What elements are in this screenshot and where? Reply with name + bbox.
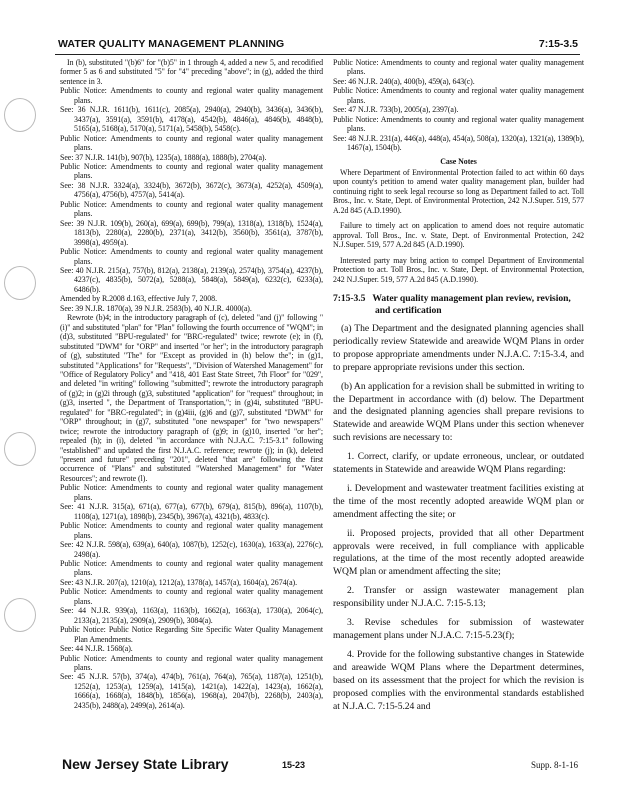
public-notice: Public Notice: Amendments to county and regional water quality management plans.	[60, 483, 323, 502]
case-notes-title: Case Notes	[440, 156, 477, 166]
case-notes	[333, 168, 584, 284]
public-notice: Public Notice: Amendments to county and regional water quality management plans.	[60, 199, 323, 219]
history-note: Amended by R.2008 d.163, effective July 7, 2008.	[60, 294, 217, 304]
section-title: Water quality management plan review, revision, and certification	[372, 292, 571, 316]
subsection-item: 4. Provide for the following substantive changes in Statewide and areawide WQM Plans where the Department determines, based on its assessment that the project for which the revision is proposed complies with the environmental standards established at N.J.A.C. 7:15-5.24 and	[333, 648, 584, 712]
public-notice: Public Notice: Amendments to county and regional water quality management plans.	[333, 58, 584, 77]
section-paragraph: (b) An application for a revision shall be submitted in writing to the Department in accordance with (d) below. The Department and the designated planning agencies shall prepare revisions to Statewide and areawide WQM Plans under this section whenever such revisions are necessary to:	[333, 380, 584, 444]
header-section-ref: 7:15-3.5	[538, 38, 578, 50]
citation-list: See: 44 N.J.R. 939(a), 1163(a), 1163(b), 1662(a), 1663(a), 1730(a), 2064(c), 2133(a), 2135(a), 2909(a), 2909(b), 3084(a).	[60, 606, 323, 625]
right-column	[333, 58, 584, 770]
case-note: Failure to timely act on application to amend does not require automatic approval. Toll Bros., Inc. v. State, Dept. of Environmental Protection, 242 N.J.Super. 519, 577 A.2d 845 (A.D.1990).	[333, 221, 584, 250]
supplement-date: Supp. 8-1-16	[531, 760, 578, 770]
public-notice: Public Notice: Amendments to county and regional water quality management plans.	[60, 161, 323, 181]
public-notice: Public Notice: Amendments to county and regional water quality management plans.	[333, 86, 584, 105]
page-number: 15-23	[282, 760, 306, 770]
section-body	[333, 323, 584, 713]
history-note: In (b), substituted "(b)6" for "(b)5" in 1 through 4, added a new 5, and recodified former 5 as 6 and substituted "5" for "4" preceding "above"; in (g), added the third sentence in 3.	[60, 58, 323, 86]
punch-hole-icon	[4, 432, 36, 466]
public-notice: Public Notice: Amendments to county and regional water quality management plans.	[333, 114, 584, 134]
citation-list: See: 48 N.J.R. 231(a), 446(a), 448(a), 454(a), 508(a), 1320(a), 1321(a), 1389(b), 1467(a), 1504(b).	[333, 133, 584, 153]
running-header	[58, 38, 578, 52]
history-note: Rewrote (b)4; in the introductory paragraph of (c), deleted "and (j)" following "(i)" and substituted "plan" for "Plan" following the fourth occurrence of "WQM"; in (d)3, substituted "BPU-regulated" for "BRC-regulated" twice; rewrote (e); in (f), substituted "DWM" for "ORP" and inserted "or her"; in the introductory paragraph of (g), substituted "The" for "Except as provided in (h) below the"; in (g)1, substituted "Applications" for "Requests", "Division of Watershed Management" for "Office of Regulatory Policy" and "418, 401 East State Street, 7th Floor" for "029", and deleted "in writing" following "submitted"; rewrote the introductory paragraph of (g)2; in (g)2i through (g)3, substituted "application" for "request" throughout; in (g)3, inserted ", the Department of Transportation,"; in (g)4i, substituted "BPU-regulated" for "BRC-regulated"; in (g)4iii, (g)6 and (g)7, substituted "DWM" for "ORP" throughout; in (g)7, substituted "one newspaper" for "two newspapers" twice; rewrote the introductory paragraph of (g)9; in (g)10, inserted "or her"; repealed (h); in (i), deleted "in accordance with N.J.A.C. 7:15-3.1" following "established" and updated the first N.J.A.C. reference; rewrote (j); in (k), deleted "present and future" preceding "201", deleted "that are" following the first occurrence of "Plans" and substituted "Watershed Management" for "Water Resources"; and rewrote (l).	[60, 313, 323, 483]
subsection-item: 2. Transfer or assign wastewater management plan responsibility under N.J.A.C. 7:15-5.13;	[333, 585, 584, 610]
public-notice: Public Notice: Amendments to county and regional water quality management plans.	[60, 247, 323, 266]
citation-list: See: 39 N.J.R. 1870(a), 39 N.J.R. 2583(b), 40 N.J.R. 4000(a).	[60, 303, 252, 313]
citation-list: See: 40 N.J.R. 215(a), 757(b), 812(a), 2138(a), 2139(a), 2574(b), 3754(a), 4237(b), 4237(c), 4835(b), 5072(a), 5288(a), 5848(a), 5849(a), 6232(c), 6233(a), 6486(b).	[60, 265, 323, 294]
public-notices	[333, 58, 584, 153]
citation-list: See: 45 N.J.R. 57(b), 374(a), 474(b), 761(a), 764(a), 765(a), 1187(a), 1251(b), 1252(a), 1253(a), 1259(a), 1415(a), 1421(a), 1422(a), 1423(a), 1662(a), 1666(a), 1668(a), 1848(b), 1856(a), 1968(a), 2047(b), 2268(b), 2403(a), 2435(b), 2488(a), 2499(a), 2614(a).	[60, 672, 323, 710]
citation-list: See: 47 N.J.R. 733(b), 2005(a), 2397(a).	[333, 105, 459, 115]
public-notice: Public Notice: Amendments to county and regional water quality management plans.	[60, 521, 323, 540]
public-notice: Public Notice: Amendments to county and regional water quality management plans.	[60, 133, 323, 153]
library-stamp: New Jersey State Library	[62, 756, 229, 772]
case-note: Where Department of Environmental Protection failed to act within 60 days upon county's petition to amend water quality management plan, builder had continuing right to seek legal recourse so long as Department failed to act. Toll Bros., Inc. v. State, Dept. of Environmental Protection, 242 N.J.Super. 519, 577 A.2d 845 (A.D.1990).	[333, 167, 584, 215]
subsection-item: ii. Proposed projects, provided that all other Department approvals were received, in full compliance with applicable regulations, at the time of the most recently adopted areawide WQM plan or amendment affecting the site;	[333, 527, 584, 578]
citation-list: See: 38 N.J.R. 3324(a), 3324(b), 3672(b), 3672(c), 3673(a), 4252(a), 4509(a), 4756(a), 4756(b), 4757(a), 5414(a).	[60, 180, 323, 200]
public-notice: Public Notice: Public Notice Regarding Site Specific Water Quality Management Plan Amendments.	[60, 625, 323, 644]
citation-list: See: 44 N.J.R. 1568(a).	[60, 644, 133, 654]
citation-list: See: 36 N.J.R. 1611(b), 1611(c), 2085(a), 2940(a), 2940(b), 3436(a), 3436(b), 3437(a), 3591(a), 3591(b), 4178(a), 4542(b), 4846(a), 4846(b), 4848(b), 5165(a), 5168(a), 5170(a), 5171(a), 5458(b), 5458(c).	[60, 105, 323, 134]
case-note: Interested party may bring action to compel Department of Environmental Protection to act. Toll Bros., Inc. v. State, Dept. of Environmental Protection, 242 N.J.Super. 519, 577 A.2d 845 (A.D.1990).	[333, 255, 584, 284]
public-notice: Public Notice: Amendments to county and regional water quality management plans.	[60, 559, 323, 578]
punch-hole-icon	[4, 598, 36, 632]
citation-list: See: 46 N.J.R. 240(a), 400(b), 459(a), 643(c).	[333, 76, 475, 86]
citation-list: See: 42 N.J.R. 598(a), 639(a), 640(a), 1087(b), 1252(c), 1630(a), 1633(a), 2276(c), 2498(a).	[60, 540, 323, 559]
subsection-item: 1. Correct, clarify, or update erroneous, unclear, or outdated statements in Statewide and areawide WQM Plans regarding:	[333, 451, 584, 476]
citation-list: See: 41 N.J.R. 315(a), 671(a), 677(a), 677(b), 679(a), 815(b), 896(a), 1107(b), 1108(a), 1271(a), 1898(b), 2345(b), 3967(a), 4321(b), 4833(c).	[60, 502, 323, 521]
punch-hole-icon	[4, 266, 36, 300]
citation-list: See: 37 N.J.R. 141(b), 907(b), 1235(a), 1888(a), 1888(b), 2704(a).	[60, 152, 267, 162]
section-paragraph: (a) The Department and the designated planning agencies shall periodically review Statewide and areawide WQM Plans in order to propose appropriate amendments under N.J.A.C. 7:15-3.4, and to prepare appropriate revisions under this section.	[333, 322, 584, 373]
citation-list: See: 43 N.J.R. 207(a), 1210(a), 1212(a), 1378(a), 1457(a), 1604(a), 2674(a).	[60, 577, 298, 587]
subsection-item: 3. Revise schedules for submission of wastewater management plans under N.J.A.C. 7:15-5.23(f);	[333, 617, 584, 641]
subsection-item: i. Development and wastewater treatment facilities existing at the time of the most recently adopted areawide WQM plan or amendment affecting the site; or	[333, 482, 584, 520]
citation-list: See: 39 N.J.R. 109(b), 260(a), 699(a), 699(b), 799(a), 1318(a), 1318(b), 1524(a), 1813(b), 2280(a), 2280(b), 2371(a), 3412(b), 3560(b), 3561(a), 3787(b), 3998(a), 4959(a).	[60, 218, 323, 247]
punch-hole-icon	[4, 98, 36, 132]
public-notice: Public Notice: Amendments to county and regional water quality management plans.	[60, 86, 323, 105]
section-number: 7:15-3.5	[333, 292, 366, 304]
header-title: WATER QUALITY MANAGEMENT PLANNING	[58, 38, 285, 50]
section-heading	[333, 293, 584, 317]
public-notice: Public Notice: Amendments to county and regional water quality management plans.	[60, 653, 323, 672]
public-notice: Public Notice: Amendments to county and regional water quality management plans.	[60, 587, 323, 606]
header-rule	[55, 54, 580, 55]
history-notes-column	[60, 58, 323, 718]
